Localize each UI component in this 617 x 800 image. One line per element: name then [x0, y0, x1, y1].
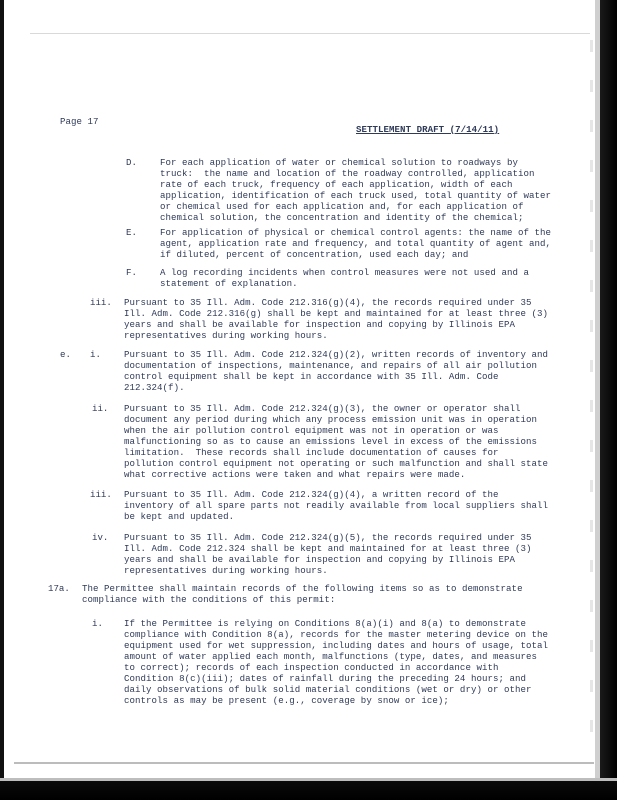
text-line: compliance with the conditions of this permit: [82, 594, 336, 605]
text-line: equipment used for wet suppression, including dates and hours of usage, total [124, 640, 549, 651]
text-line: Pursuant to 35 Ill. Adm. Code 212.324(g)(4), a written record of the [124, 489, 499, 500]
scan-border-right [595, 0, 617, 800]
text-line: Pursuant to 35 Ill. Adm. Code 212.324(g)(5), the records required under 35 [124, 532, 532, 543]
item-marker: ii. [92, 403, 109, 414]
scan-border-left [0, 0, 4, 800]
page-rule-bottom [14, 762, 594, 764]
text-line: agent, application rate and frequency, and total quantity of agent and, [160, 238, 552, 249]
text-line: representatives during working hours. [124, 565, 328, 576]
item-marker: i. [92, 618, 103, 629]
text-line: Pursuant to 35 Ill. Adm. Code 212.316(g)(4), the records required under 35 [124, 297, 532, 308]
text-line: Ill. Adm. Code 212.316(g) shall be kept and maintained for at least three (3) [124, 308, 549, 319]
text-line: statement of explanation. [160, 278, 298, 289]
item-marker: F. [126, 267, 137, 278]
text-line: pollution control equipment not operating or such malfunction and shall state [124, 458, 549, 469]
item-marker: iii. [90, 297, 112, 308]
text-line: limitation. These records shall include documentation of causes for [124, 447, 499, 458]
section-marker: 17a. [48, 583, 70, 594]
text-line: years and shall be available for inspection and copying by Illinois EPA [124, 554, 516, 565]
text-line: what corrective actions were taken and what repairs were made. [124, 469, 466, 480]
draft-label: SETTLEMENT DRAFT (7/14/11) [356, 124, 500, 135]
text-line: If the Permittee is relying on Conditions 8(a)(i) and 8(a) to demonstrate [124, 618, 527, 629]
text-line: truck: the name and location of the roadway controlled, application [160, 168, 535, 179]
text-line: For application of physical or chemical control agents: the name of the [160, 227, 552, 238]
text-line: document any period during which any process emission unit was in operation [124, 414, 538, 425]
text-line: when the air pollution control equipment was not in operation or was [124, 425, 499, 436]
text-line: A log recording incidents when control measures were not used and a [160, 267, 529, 278]
text-line: For each application of water or chemical solution to roadways by [160, 157, 518, 168]
text-line: documentation of inspections, maintenance, and repairs of all air pollution [124, 360, 538, 371]
text-line: application, identification of each truck used, total quantity of water [160, 190, 552, 201]
scan-border-bottom [0, 778, 617, 800]
text-line: chemical solution, the concentration and identity of the chemical; [160, 212, 524, 223]
text-line: Pursuant to 35 Ill. Adm. Code 212.324(g)(3), the owner or operator shall [124, 403, 521, 414]
text-line: be kept and updated. [124, 511, 235, 522]
text-line: Pursuant to 35 Ill. Adm. Code 212.324(g)(2), written records of inventory and [124, 349, 549, 360]
text-line: Ill. Adm. Code 212.324 shall be kept and maintained for at least three (3) [124, 543, 532, 554]
text-line: if diluted, percent of concentration, used each day; and [160, 249, 469, 260]
item-marker: iii. [90, 489, 112, 500]
scan-artifact [590, 40, 593, 740]
text-line: years and shall be available for inspection and copying by Illinois EPA [124, 319, 516, 330]
item-marker: D. [126, 157, 137, 168]
text-line: controls as may be present (e.g., coverage by snow or ice); [124, 695, 449, 706]
item-marker: E. [126, 227, 137, 238]
section-marker: e. [60, 349, 71, 360]
text-line: representatives during working hours. [124, 330, 328, 341]
text-line: daily observations of bulk solid material conditions (wet or dry) or other [124, 684, 532, 695]
item-marker: i. [90, 349, 101, 360]
page-number: Page 17 [60, 116, 99, 127]
text-line: The Permittee shall maintain records of the following items so as to demonstrate [82, 583, 523, 594]
text-line: malfunctioning so as to cause an emissions level in excess of the emissions [124, 436, 538, 447]
text-line: amount of water applied each month, malfunctions (type, dates, and measures [124, 651, 538, 662]
text-line: rate of each truck, frequency of each application, width of each [160, 179, 513, 190]
item-marker: iv. [92, 532, 109, 543]
text-line: Condition 8(c)(iii); dates of rainfall during the preceding 24 hours; and [124, 673, 527, 684]
text-line: 212.324(f). [124, 382, 185, 393]
text-line: inventory of all spare parts not readily available from local suppliers shall [124, 500, 549, 511]
text-line: to correct); records of each inspection conducted in accordance with [124, 662, 499, 673]
text-line: or chemical used for each application and, for each application of [160, 201, 524, 212]
page-rule-top [30, 33, 590, 34]
text-line: control equipment shall be kept in accordance with 35 Ill. Adm. Code [124, 371, 499, 382]
text-line: compliance with Condition 8(a), records for the master metering device on the [124, 629, 549, 640]
